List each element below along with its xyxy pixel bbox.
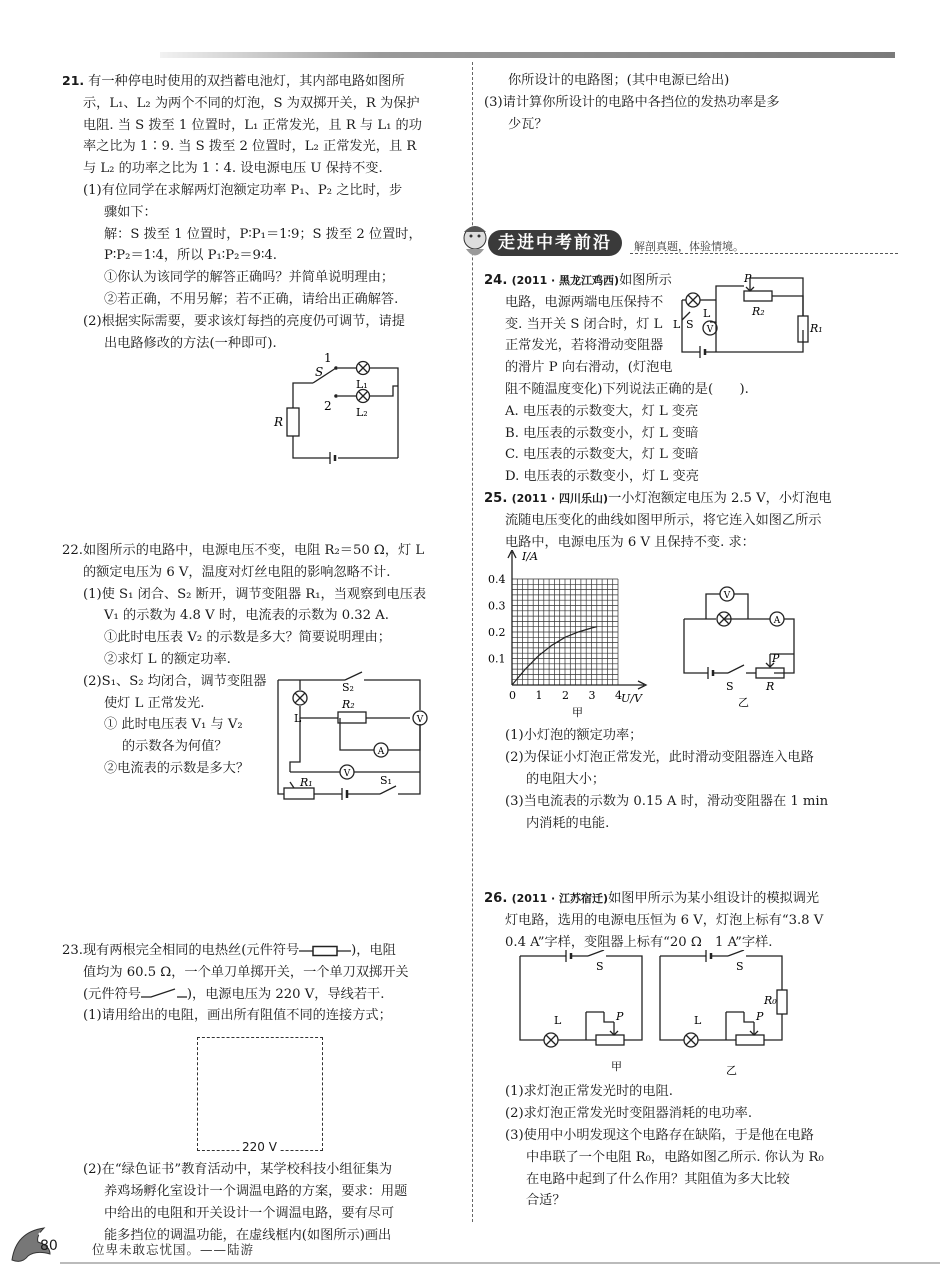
q26-circuit-diagrams <box>516 950 806 1079</box>
figure-label-b: 乙 <box>726 1064 737 1075</box>
question-22: 22.如图所示的电路中，电源电压不变，电阻 R₂＝50 Ω，灯 L 的额定电压为 6 V，温度对灯丝电阻的影响忽略不计. (1)使 S₁ 闭合、S₂ 断开，调节变阻器 R₁，当观察到电压表 V₁ 的示数为 4.8 V 时，电流表的示数为 0.32 A. ①此时电压表 V₂ 的示数是多大？简要说明理由； ②求灯 L 的额定功率. (2)S₁、S₂ 均闭合，调节变阻器 使灯 L 正常发光. ① 此时电压表 V₁ 与 V₂ 的示数各为何值？ ②电流表的示数是多大？ <box>62 543 427 776</box>
figure-label-b: 乙 <box>738 696 749 707</box>
x-tick-label: 1 <box>535 689 543 702</box>
svg-text:S: S <box>726 680 734 693</box>
y-axis-label: I/A <box>522 550 538 563</box>
svg-text:L: L <box>294 712 302 725</box>
y-tick-label: 0.3 <box>488 599 506 613</box>
resistor-symbol-icon <box>299 945 351 957</box>
svg-text:L₂: L₂ <box>356 406 368 419</box>
option-c: C. 电压表的示数变大，灯 L 变暗 <box>505 447 699 463</box>
svg-text:2: 2 <box>324 399 332 413</box>
svg-text:R: R <box>274 415 284 429</box>
banner-subtitle: 解剖真题，体验情境。 <box>634 240 744 253</box>
question-25: 25. (2011 · 四川乐山)一小灯泡额定电压为 2.5 V，小灯泡电 流随电压变化的曲线如图甲所示，将它连入如图乙所示 电路中，电源电压为 6 V 且保持不变. 求： (1)小灯泡的额定功率； (2)为保证小灯泡正常发光，此时滑动变阻器连入电路 的电阻大小； (3)当电流表的示数为 0.15 A 时，滑动变阻器在 1 min 内消耗的电能. <box>484 491 832 831</box>
x-tick-label: 0 <box>509 689 516 702</box>
page-number: 80 <box>40 1238 58 1254</box>
svg-text:L: L <box>554 1014 562 1027</box>
x-tick-label: 3 <box>588 689 596 702</box>
svg-text:S₁: S₁ <box>380 774 392 787</box>
iu-chart-svg <box>486 550 661 718</box>
switch-symbol-icon <box>141 987 187 1001</box>
option-b: B. 电压表的示数变小，灯 L 变暗 <box>505 425 699 441</box>
y-tick-label: 0.4 <box>488 573 506 586</box>
svg-text:1: 1 <box>324 351 332 365</box>
q21-circuit-diagram <box>268 350 408 469</box>
x-tick-label: 4 <box>615 689 622 702</box>
iu-chart <box>486 550 661 722</box>
svg-text:P: P <box>772 652 780 665</box>
svg-text:R₂: R₂ <box>752 305 765 318</box>
figure-label-a: 甲 <box>611 1060 622 1073</box>
q25-circuit-diagram <box>676 582 806 711</box>
option-d: D. 电压表的示数变小，灯 L 变亮 <box>505 469 699 485</box>
student-mascot-icon <box>458 222 492 262</box>
svg-text:S: S <box>736 960 744 973</box>
figure-label-a: 甲 <box>572 706 583 718</box>
footer-line <box>60 1262 940 1264</box>
svg-text:V: V <box>416 715 424 725</box>
left-column <box>62 70 462 354</box>
design-box: 220 V <box>62 1027 462 1159</box>
svg-text:R: R <box>766 680 775 693</box>
q23-continued: 你所设计的电路图；(其中电源已给出) (3)请计算你所设计的电路中各挡位的发热功率是多 少瓦？ <box>484 73 780 132</box>
svg-text:A: A <box>377 747 385 757</box>
svg-text:V: V <box>706 325 714 335</box>
svg-text:S₂: S₂ <box>342 681 354 694</box>
question-23: 23.现有两根完全相同的电热丝(元件符号 )，电阻 值均为 60.5 Ω，一个单刀单掷开关，一个单刀双掷开关 (元件符号 )，电源电压为 220 V，导线若干. (1)请用给出的电阻，画出所有阻值不同的连接方式； 220 V (2)在“绿色证书”教育活动中，某学校科技小组征集为 养鸡场孵化室设计一个调温电路的方案，要求：用题 中给出的电阻和开关设计一个调温电路，要有尽可 能多挡位的调温功能，在虚线框内(如图所示)画出 <box>62 940 462 1246</box>
svg-text:P: P <box>756 1010 764 1023</box>
svg-text:V: V <box>723 591 731 601</box>
q24-circuit-diagram <box>660 272 830 366</box>
question-21: 21. 有一种停电时使用的双挡蓄电池灯，其内部电路如图所 示，L₁、L₂ 为两个不同的灯泡，S 为双掷开关，R 为保护 电阻. 当 S 拨至 1 位置时，L₁ 正常发光，且 R 与 L₁ 的功 率之比为 1∶9. 当 S 拨至 2 位置时，L₂ 正常发光，且 R 与 L₂ 的功率之比为 1∶4. 设电源电压 U 保持不变. (1)有位同学在求解两灯泡额定功率 P₁、P₂ 之比时，步 骤如下： 解：S 拨至 1 位置时，P∶P₁＝1∶9；S 拨至 2 位置时， P∶P₂＝1∶4，所以 P₁∶P₂＝9∶4. ①你认为该同学的解答正确吗？并简单说明理由； ②若正确，不用另解；若不正确，请给出正确解答. (2)根据实际需要，要求该灯每挡的亮度仍可调节，请提 出电路修改的方法(一种即可). <box>62 73 422 351</box>
svg-text:L₁: L₁ <box>356 378 368 391</box>
question-24: 24. (2011 · 黑龙江鸡西)如图所示 电路，电源两端电压保持不 变. 当开关 S 闭合时，灯 L 正常发光，若将滑动变阻器 的滑片 P 向右滑动，(灯泡电 阻不随温度变化)下列说法正确的是( ). A. 电压表的示数变大，灯 L 变亮 B. 电压表的示数变小，灯 L 变暗 C. 电压表的示数变大，灯 L 变暗 D. 电压表的示数变小，灯 L 变亮 <box>484 270 904 488</box>
svg-text:L: L <box>703 307 711 320</box>
svg-text:L: L <box>694 1014 702 1027</box>
svg-text:R₁: R₁ <box>300 776 313 789</box>
svg-text:P: P <box>616 1010 624 1023</box>
svg-text:R₁: R₁ <box>810 322 823 335</box>
svg-text:R₂: R₂ <box>342 698 355 711</box>
svg-text:A: A <box>773 616 781 626</box>
top-decor-bar <box>160 52 895 58</box>
svg-text:L: L <box>673 318 681 331</box>
option-a: A. 电压表的示数变大，灯 L 变亮 <box>505 403 699 419</box>
section-banner <box>458 222 898 262</box>
svg-text:P: P <box>744 272 752 285</box>
question-26: 26. (2011 · 江苏宿迁)如图甲所示为某小组设计的模拟调光 灯电路，选用的电源电压恒为 6 V，灯泡上标有“3.8 V 0.4 A”字样，变阻器上标有“20 Ω 1 A”字样. (1)求灯泡正常发光时的电阻. (2)求灯泡正常发光时变阻器消耗的电功率. (3)使用中小明发现这个电路存在缺陷，于是他在电路 中串联了一个电阻 R₀，电路如图乙所示. 你认为 R₀ 在电路中起到了什么作用？其阻值为多大比较 合适？ <box>484 891 824 1209</box>
q22-circuit-diagram <box>270 668 430 810</box>
y-tick-label: 0.2 <box>488 626 506 639</box>
svg-text:S: S <box>596 960 604 973</box>
footer-quote: 位卑未敢忘忧国。——陆游 <box>92 1242 255 1257</box>
svg-text:V: V <box>343 769 351 779</box>
x-axis-label: U/V <box>621 692 642 705</box>
svg-text:R₀: R₀ <box>764 994 777 1007</box>
x-tick-label: 2 <box>562 689 569 702</box>
svg-text:S: S <box>686 318 694 331</box>
svg-text:S: S <box>315 365 324 379</box>
question-number: 21. <box>62 73 85 88</box>
y-tick-label: 0.1 <box>488 652 506 666</box>
banner-title: 走进中考前沿 <box>488 230 622 256</box>
